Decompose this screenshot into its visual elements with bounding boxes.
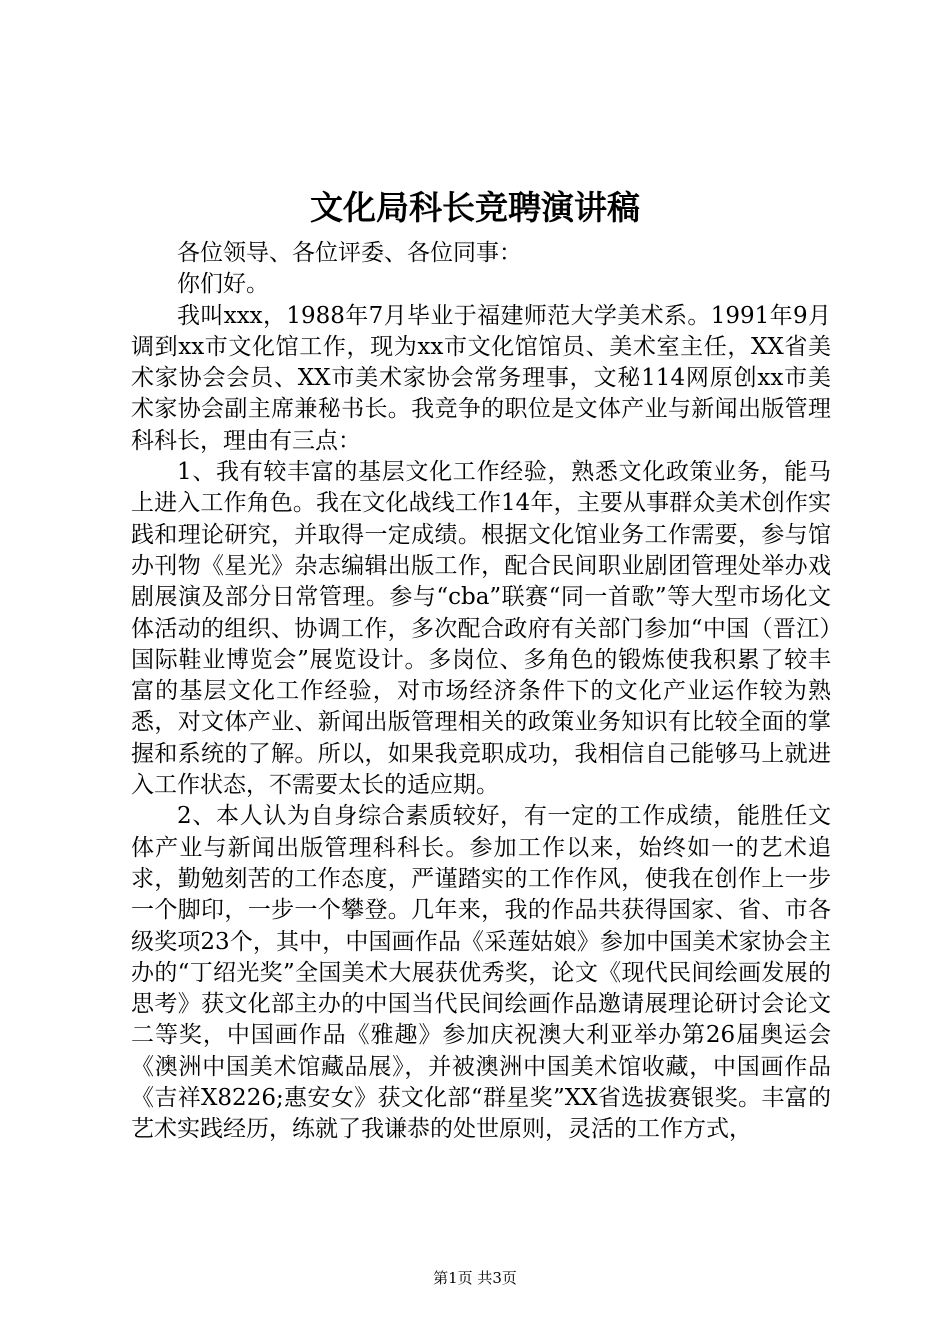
- greeting: 你们好。: [177, 271, 269, 298]
- paragraph-intro: 我叫xxx，1988年7月毕业于福建师范大学美术系。1991年9月调到xx市文化馆工作，现为xx市文化馆馆员、美术室主任，XX省美术家协会会员、XX市美术家协会常务理事，文秘114网原创xx市美术家协会副主席兼秘书长。我竞争的职位是文体产业与新闻出版管理科科长，理由有三点：: [131, 302, 831, 454]
- paragraph-reason-1: 1、我有较丰富的基层文化工作经验，熟悉文化政策业务，能马上进入工作角色。我在文化战线工作14年，主要从事群众美术创作实践和理论研究，并取得一定成绩。根据文化馆业务工作需要，参与馆办刊物《星光》杂志编辑出版工作，配合民间职业剧团管理处举办戏剧展演及部分日常管理。参与“cba”联赛“同一首歌”等大型市场化文体活动的组织、协调工作，多次配合政府有关部门参加“中国（晋江）国际鞋业博览会”展览设计。多岗位、多角色的锻炼使我积累了较丰富的基层文化工作经验，对市场经济条件下的文化产业运作较为熟悉，对文体产业、新闻出版管理相关的政策业务知识有比较全面的掌握和系统的了解。所以，如果我竞职成功，我相信自己能够马上就进入工作状态，不需要太长的适应期。: [131, 459, 831, 799]
- paragraph-reason-2: 2、本人认为自身综合素质较好，有一定的工作成绩，能胜任文体产业与新闻出版管理科科长。参加工作以来，始终如一的艺术追求，勤勉刻苦的工作态度，严谨踏实的工作作风，使我在创作上一步一个脚印，一步一个攀登。几年来，我的作品共获得国家、省、市各级奖项23个，其中，中国画作品《采莲姑娘》参加中国美术家协会主办的“丁绍光奖”全国美术大展获优秀奖，论文《现代民间绘画发展的思考》获文化部主办的中国当代民间绘画作品邀请展理论研讨会论文二等奖，中国画作品《雅趣》参加庆祝澳大利亚举办第26届奥运会《澳洲中国美术馆藏品展》，并被澳洲中国美术馆收藏，中国画作品《吉祥X8226;惠安女》获文化部“群星奖”XX省选拔赛银奖。丰富的艺术实践经历，练就了我谦恭的处世原则，灵活的工作方式，: [131, 803, 831, 1143]
- salutation: 各位领导、各位评委、各位同事：: [177, 240, 522, 266]
- document-body: [131, 238, 831, 1146]
- document-title: 文化局科长竞聘演讲稿: [310, 188, 640, 227]
- page-footer: 第1页 共3页: [433, 1269, 517, 1287]
